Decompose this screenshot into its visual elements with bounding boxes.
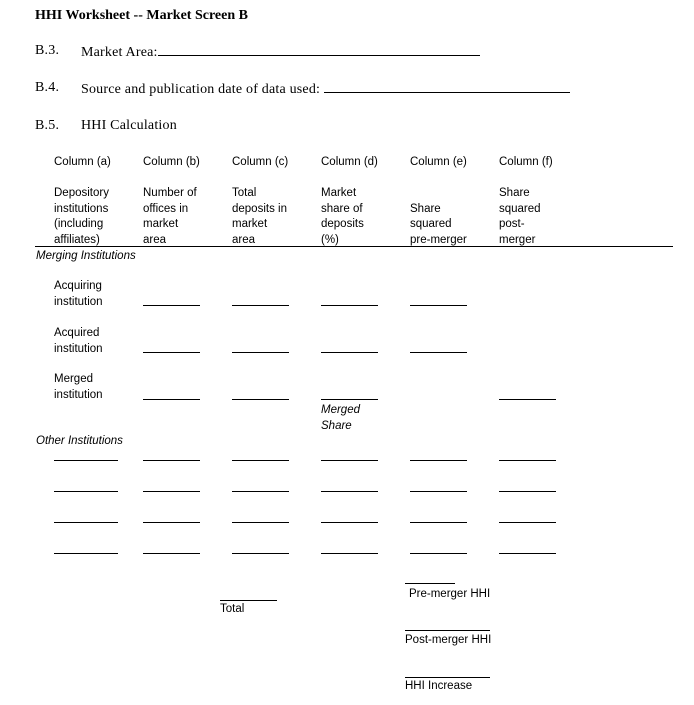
column-f-name: Column (f) [499, 156, 553, 168]
acquired-col-e-field[interactable] [410, 352, 467, 353]
column-b-name: Column (b) [143, 156, 200, 168]
column-e-desc: Share squared pre-merger [410, 202, 467, 246]
column-c-desc: Total deposits in market area [232, 187, 287, 246]
column-d-desc: Market share of deposits (%) [321, 187, 364, 246]
merging-institutions-heading: Merging Institutions [36, 250, 136, 262]
acquired-col-b-field[interactable] [143, 352, 200, 353]
pre-merger-hhi-label: Pre-merger HHI [409, 588, 491, 600]
other-row-3-col-e-field[interactable] [410, 522, 467, 523]
other-row-1-col-b-field[interactable] [143, 460, 200, 461]
acquired-institution-label: Acquired institution [54, 327, 103, 355]
section-b4-number: B.4. [35, 80, 60, 95]
column-b-desc: Number of offices in market area [143, 187, 197, 246]
page-title: HHI Worksheet -- Market Screen B [35, 8, 248, 23]
column-c-name: Column (c) [232, 156, 289, 168]
other-row-1-col-c-field[interactable] [232, 460, 289, 461]
merged-institution-label: Merged institution [54, 373, 103, 401]
other-row-3-col-c-field[interactable] [232, 522, 289, 523]
merged-col-c-field[interactable] [232, 399, 289, 400]
hhi-increase-field[interactable] [405, 677, 490, 678]
post-merger-hhi-field[interactable] [405, 630, 490, 631]
market-area-field[interactable] [158, 43, 480, 56]
section-b3-label [81, 43, 480, 61]
column-f-desc: Share squared post- merger [499, 187, 541, 246]
header-divider [35, 246, 673, 247]
column-e-name: Column (e) [410, 156, 467, 168]
total-field[interactable] [220, 600, 277, 601]
acquired-col-c-field[interactable] [232, 352, 289, 353]
acquired-col-d-field[interactable] [321, 352, 378, 353]
other-row-1-col-e-field[interactable] [410, 460, 467, 461]
other-row-2-col-f-field[interactable] [499, 491, 556, 492]
other-row-1-col-d-field[interactable] [321, 460, 378, 461]
market-area-label: Market Area: [81, 45, 158, 60]
column-a-desc: Depository institutions (including affiliates) [54, 187, 109, 246]
hhi-increase-label: HHI Increase [405, 680, 473, 692]
data-source-field[interactable] [324, 80, 570, 93]
other-row-4-col-a-field[interactable] [54, 553, 118, 554]
post-merger-hhi-label: Post-merger HHI [405, 634, 492, 646]
other-row-4-col-b-field[interactable] [143, 553, 200, 554]
section-b3-number: B.3. [35, 43, 60, 58]
acquiring-col-d-field[interactable] [321, 305, 378, 306]
other-row-3-col-a-field[interactable] [54, 522, 118, 523]
data-source-label: Source and publication date of data used: [81, 82, 321, 97]
merged-share-label: Merged Share [321, 404, 360, 432]
section-b4-label [81, 80, 570, 98]
column-d-name: Column (d) [321, 156, 378, 168]
other-row-2-col-a-field[interactable] [54, 491, 118, 492]
other-row-3-col-d-field[interactable] [321, 522, 378, 523]
pre-merger-hhi-field[interactable] [405, 583, 455, 584]
section-b5-label: HHI Calculation [81, 118, 177, 133]
acquiring-col-b-field[interactable] [143, 305, 200, 306]
other-row-4-col-e-field[interactable] [410, 553, 467, 554]
other-row-3-col-f-field[interactable] [499, 522, 556, 523]
acquiring-col-c-field[interactable] [232, 305, 289, 306]
other-row-4-col-c-field[interactable] [232, 553, 289, 554]
other-row-2-col-b-field[interactable] [143, 491, 200, 492]
other-row-2-col-e-field[interactable] [410, 491, 467, 492]
merged-col-f-field[interactable] [499, 399, 556, 400]
acquiring-institution-label: Acquiring institution [54, 280, 103, 308]
merged-col-b-field[interactable] [143, 399, 200, 400]
total-label: Total [220, 603, 245, 615]
other-row-2-col-c-field[interactable] [232, 491, 289, 492]
column-a-name: Column (a) [54, 156, 111, 168]
other-row-1-col-a-field[interactable] [54, 460, 118, 461]
other-row-4-col-f-field[interactable] [499, 553, 556, 554]
other-row-2-col-d-field[interactable] [321, 491, 378, 492]
other-row-1-col-f-field[interactable] [499, 460, 556, 461]
acquiring-col-e-field[interactable] [410, 305, 467, 306]
merged-col-d-field[interactable] [321, 399, 378, 400]
other-row-4-col-d-field[interactable] [321, 553, 378, 554]
section-b5-number: B.5. [35, 118, 60, 133]
other-row-3-col-b-field[interactable] [143, 522, 200, 523]
other-institutions-heading: Other Institutions [36, 435, 123, 447]
